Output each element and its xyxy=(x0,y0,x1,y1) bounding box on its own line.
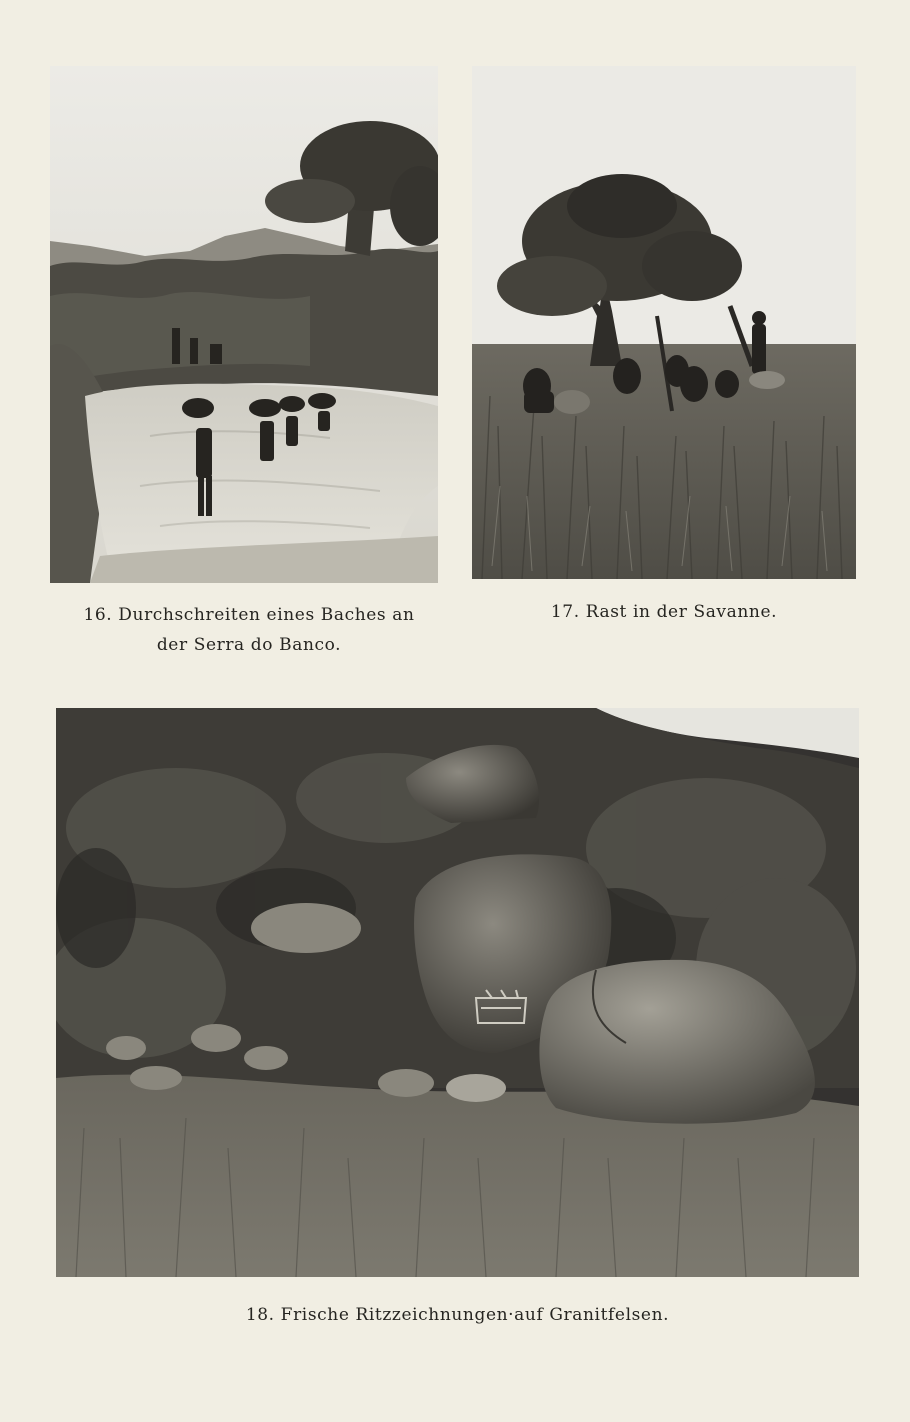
caption-17-text: Rast in der Savanne. xyxy=(585,602,778,622)
caption-18 xyxy=(56,1300,859,1330)
photo-16-stream-crossing xyxy=(50,66,438,583)
caption-16-text-line2: der Serra do Banco. xyxy=(156,635,342,655)
caption-18-text: Frische Ritzzeichnungen·auf Granitfelsen. xyxy=(280,1305,670,1325)
photo-18-image xyxy=(56,708,859,1277)
caption-18-number: 18. xyxy=(245,1305,275,1325)
photo-17-image xyxy=(472,66,856,579)
photo-17-savanna-rest xyxy=(472,66,856,579)
photo-16-image xyxy=(50,66,438,583)
photo-18-granite-rocks xyxy=(56,708,859,1277)
caption-16-line1 xyxy=(60,600,438,630)
caption-16-number: 16. xyxy=(83,605,113,625)
caption-17 xyxy=(472,597,856,627)
caption-16-text-line1: Durchschreiten eines Baches an xyxy=(118,605,415,625)
caption-17-number: 17. xyxy=(550,602,580,622)
caption-16 xyxy=(60,600,438,660)
